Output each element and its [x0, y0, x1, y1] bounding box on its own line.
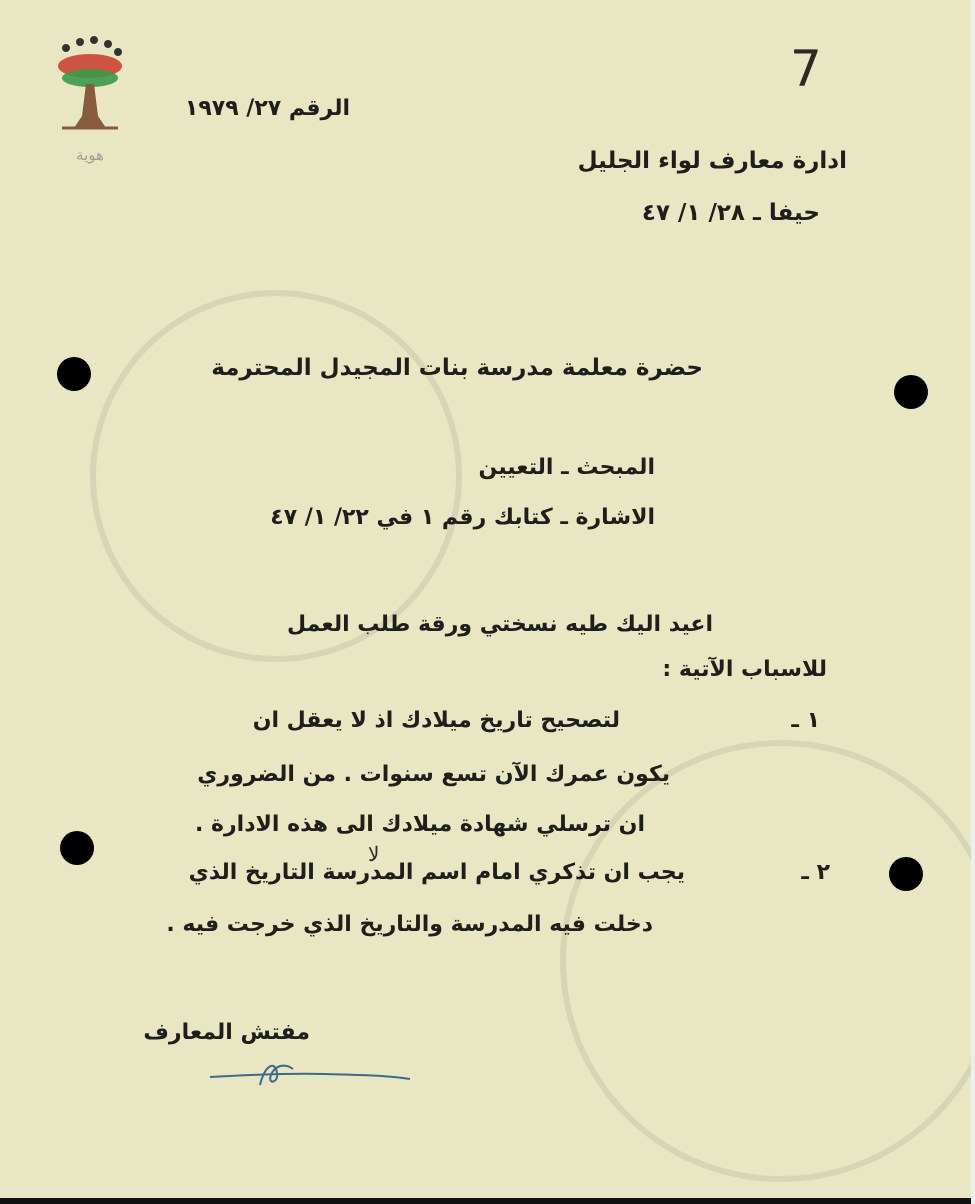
- point-1-line-3: ان ترسلي شهادة ميلادك الى هذه الادارة .: [195, 812, 645, 837]
- tree-logo-icon: [52, 36, 128, 176]
- addressee: حضرة معلمة مدرسة بنات المجيدل المحترمة: [211, 355, 703, 381]
- point-1-line-1: لتصحيح تاريخ ميلادك اذ لا يعقل ان: [252, 708, 620, 733]
- background-stamp: [38, 238, 515, 715]
- signatory-title: مفتش المعارف: [143, 1020, 310, 1045]
- office-name: ادارة معارف لواء الجليل: [577, 148, 847, 174]
- scan-edge: [0, 1198, 975, 1204]
- reference-line: الاشارة ـ كتابك رقم ١ في ٢٢/ ١/ ٤٧: [270, 505, 655, 530]
- scan-edge: [971, 0, 975, 1204]
- handwritten-signature: [205, 1055, 415, 1095]
- point-2-number: ٢ ـ: [801, 860, 830, 885]
- punch-hole: [894, 375, 928, 409]
- reference-number: الرقم ٢٧/ ١٩٧٩: [184, 96, 350, 121]
- point-2-line-2: دخلت فيه المدرسة والتاريخ الذي خرجت فيه .: [166, 912, 653, 937]
- punch-hole: [60, 831, 94, 865]
- intro-line-1: اعيد اليك طيه نسختي ورقة طلب العمل: [287, 612, 713, 637]
- point-1-line-2: يكون عمرك الآن تسع سنوات . من الضروري: [197, 762, 670, 787]
- svg-text:هوية: هوية: [76, 146, 104, 164]
- handwritten-insert: لا: [368, 842, 380, 866]
- punch-hole: [57, 357, 91, 391]
- intro-line-2: للاسباب الآتية :: [662, 657, 827, 682]
- page-number: 7: [790, 40, 822, 98]
- place-and-date: حيفا ـ ٢٨/ ١/ ٤٧: [641, 200, 820, 226]
- punch-hole: [889, 857, 923, 891]
- point-2-line-1: يجب ان تذكري امام اسم المدرسة التاريخ الذي: [188, 860, 685, 885]
- subject-line: المبحث ـ التعيين: [478, 455, 655, 480]
- point-1-number: ١ ـ: [791, 708, 820, 733]
